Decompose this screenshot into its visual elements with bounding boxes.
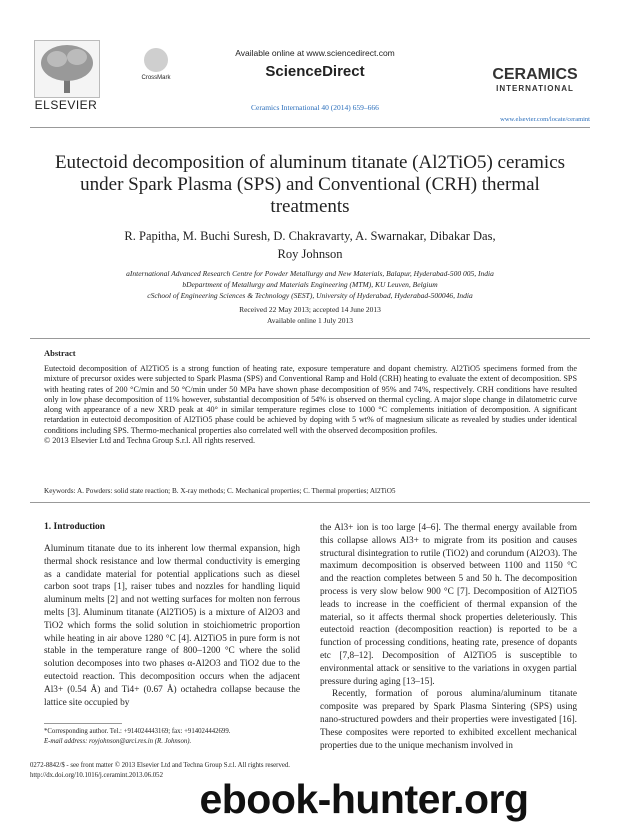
available-date: Available online 1 July 2013 [266, 316, 354, 325]
journal-logo-line2: INTERNATIONAL [496, 84, 574, 93]
section-heading: 1. Introduction [44, 522, 106, 532]
journal-logo-line1: CERAMICS [492, 66, 578, 83]
article-dates [100, 304, 520, 326]
footer-front-matter: 0272-8842/$ - see front matter © 2013 Elsevier Ltd and Techna Group S.r.l. All rights reserved. [30, 762, 290, 769]
author-list [60, 227, 560, 263]
sciencedirect-logo[interactable]: ScienceDirect [265, 63, 365, 80]
crossmark-icon[interactable] [144, 48, 168, 72]
affiliations [40, 268, 580, 301]
abstract-heading: Abstract [44, 348, 76, 358]
footnote [44, 727, 300, 747]
abstract-body [44, 364, 577, 446]
affiliation-c: cSchool of Engineering Sciences & Technology (SEST), University of Hyderabad, Hyderabad-500046, India [147, 291, 473, 300]
intro-right-paragraph-1: the Al3+ ion is too large [4–6]. The thermal energy available from this collapse allows Al3+ to migrate from its position and causes structural disintegration to rutile (TiO2) and corundum (Al2O3). The maximum decomposition is observed between 1100 and 1150 °C and the reaction completes between 5 and 50 h. The decomposition process is very slow below 900 °C [7]. Decomposition of Al2TiO5 leads to increase in the coefficient of thermal expansion of the material, so it affects thermal shock properties deleteriously. This eutectoid reaction (decomposition reaction) is reported to be a function of processing conditions, heating rate, presence of dopants etc [7,8–12]. Decomposition of Al2TiO5 is susceptible to environmental attack or sensitive to the variations in oxygen partial pressure during aging [13–15]. [320, 523, 577, 687]
article-title: Eutectoid decomposition of aluminum titanate (Al2TiO5) ceramics under Spark Plasma (SPS) and Conventional (CRH) thermal treatments [54, 152, 566, 217]
keywords: Keywords: A. Powders: solid state reaction; B. X-ray methods; C. Mechanical properties; C. Thermal properties; Al2TiO5 [44, 487, 396, 495]
footnote-divider [44, 723, 122, 724]
elsevier-tree-logo [34, 40, 100, 98]
author-email[interactable]: E-mail address: royjohnson@arci.res.in (R. Johnson). [44, 738, 192, 745]
intro-right-column [320, 522, 577, 752]
abstract-copyright: © 2013 Elsevier Ltd and Techna Group S.r.l. All rights reserved. [44, 436, 256, 446]
tree-icon [35, 41, 99, 97]
journal-url-link[interactable]: www.elsevier.com/locate/ceramint [500, 116, 590, 123]
corresponding-author: *Corresponding author. Tel.: +914024443169; fax: +914024442699. [44, 728, 231, 735]
authors-line2: Roy Johnson [277, 247, 343, 261]
intro-left-column: Aluminum titanate due to its inherent low thermal expansion, high thermal shock resistance and low thermal conductivity is emerging as a candidate material for potential applications such as diesel carbon soot traps [1], raiser tubes and nozzles for handling liquid aluminum melts [2] and not wetting surfaces for molten non ferrous melts [3]. Aluminum titanate (Al2TiO5) is a mixture of Al2O3 and TiO2 which forms the solid solution in stoichiometric proportion while heating in air above 1280 °C [4]. Al2TiO5 in pure form is not stable in the temperature range of 800–1200 °C where the solid solution decomposes into two phases α-Al2O3 and TiO2 due to the eutectoid reaction. This decomposition occurs when the adjacent Al3+ (0.54 Å) and Ti4+ (0.67 Å) octahedra collapse because the lattice site occupied by [44, 544, 300, 708]
authors-line1: R. Papitha, M. Buchi Suresh, D. Chakravarty, A. Swarnakar, Dibakar Das, [124, 229, 496, 243]
doi-link[interactable]: http://dx.doi.org/10.1016/j.ceramint.2013.06.052 [30, 772, 163, 779]
intro-right-paragraph-2: Recently, formation of porous alumina/aluminum titanate composite was prepared by Spark Plasma Sintering (SPS) using nano-structured powders and their properties were investigated [16]. These composites were reported to exhibited excellent mechanical properties due to the unique mechanism involved in [320, 689, 577, 751]
abstract-bottom-divider [30, 502, 590, 503]
crossmark-label: CrossMark [141, 75, 171, 81]
affiliation-a: aInternational Advanced Research Centre for Powder Metallurgy and New Materials, Balapur, Hyderabad-500 005, India [126, 269, 494, 278]
header-divider [30, 127, 590, 128]
abstract-top-divider [30, 338, 590, 339]
received-date: Received 22 May 2013; accepted 14 June 2013 [239, 305, 381, 314]
affiliation-b: bDepartment of Metallurgy and Materials Engineering (MTM), KU Leuven, Belgium [182, 280, 438, 289]
watermark-text: ebook-hunter.org [199, 776, 529, 822]
available-online-text: Available online at www.sciencedirect.com [235, 48, 395, 58]
abstract-paragraph: Eutectoid decomposition of Al2TiO5 is a strong function of heating rate, exposure temperature and dopant chemistry. Al2TiO5 specimens formed from the mixture of precursor oxides were subjected to Spark Plasma (SPS) and Conventional Ramp and Hold (CRH) heating to evaluate the extent of decomposition. SPS with heating rates of 200 °C/min and 50 °C/min under 50 MPa have shown phase decomposition of 95% and 74%, respectively. CRH conditions have resulted only in low phase decomposition of 11% however, substantial decomposition of 54% is observed on thermal cycling. A major slope change in dilatometric curve along with appearance of a new XRD peak at 40° in similar temperature regimes close to 1000 °C complements initiation of decomposition. A significant retardation in eutectoid decomposition of Al2TiO5 phase could be achieved by doping with 5 wt% of magnesium silicate as revealed by studies under identical conditions including SPS. Thermo-mechanical properties also correlated well with the observed decomposition profiles. [44, 364, 577, 435]
publisher-logo-label: ELSEVIER [34, 98, 98, 112]
journal-citation-link[interactable]: Ceramics International 40 (2014) 659–666 [251, 103, 379, 112]
